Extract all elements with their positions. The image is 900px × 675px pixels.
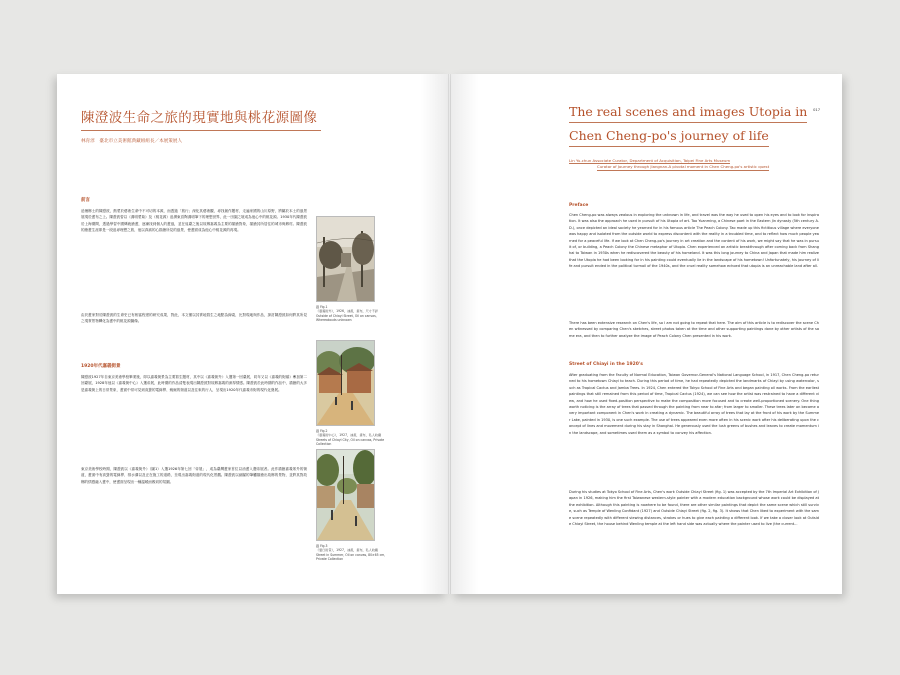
english-section-heading: Street of Chiayi in the 1920's	[569, 362, 643, 367]
page-number: 017	[813, 108, 820, 112]
chinese-paragraph-1: 追懷鄉土的陳澄波，熱愛於藝術生命中不可切的本源，而透過「旅行」深化其藝術觀，尋找創作題材，走遍家國的山川原野，將屬於本土的風景展現於畫布之上。陳澄波曾以《淵明愛菊》及《桃花源》追溯東晉陶淵明筆下的理想世界，此一田園之境成為他心中的桃花源。1930年代陳澄波於上海期間，透過學習中國傳統繪畫，逐漸找到個人的畫風，並在返臺之後以故鄉嘉義為主要的描繪對象，描繪其所居住的城市與鄉村。陳澄波的繪畫生涯即是一段追尋理想之旅，他以真誠的心描繪所見的風景，使畫面成為他心中桃花源的再現。	[81, 209, 307, 233]
english-paragraph-1: Chen Cheng-po was always zealous in exploring the unknown in life, and travel was the way he used to open his eyes and to look for inspiration. It was also the approach he used in pursuit of his Utopia of art. Tao Yuanming, a Chinese poet in the Eastern Jin dynasty (5th century A.D.), once depicted an ideal society he yearned for in his famous article The Peach Colony. Tao made up this fictitious village where everyone was happy and isolated from the outside world to express discontent with the reality in a troubled time, and to reflect how much people yearned for a peaceful life. If we look at Chen Cheng-po's journey in art creation and the content of his work, we might say that he was in pursuit of, or building, a Peach Colony the Chinese metaphor of Utopia. Chen experienced an artistic breakthrough after coming back from Shanghai to Taiwan in 1930s when he rediscovered the beauty of his homeland. It was this long journey to China and Japan that made him realize that the Utopia he had been looking for in his painting could eventually lie in the landscape of his hometown! Unfortunately, his journey of life and pursuit ended in the political turmoil of the 1940s, and the cruel reality somehow echoed that utopia is an unreachable land after all.	[569, 213, 819, 269]
english-title-line-2: Chen Cheng-po's journey of life	[569, 128, 769, 147]
figure-3-caption: 圖 Fig.3 《夏日街景》，1927，油畫，畫布，私人收藏 Street in Summer, Oil on canvas, 80×65 cm, Private Collection	[316, 544, 386, 562]
figure-2-caption: 圖 Fig.2 《嘉義街中心》，1927，油畫，畫布，私人收藏 Streets of Chiayi City, Oil on canvas, Private Collection	[316, 429, 385, 447]
figure-3-image	[317, 450, 374, 540]
chinese-paragraph-3: 陳澄波1927年自東京美術學校畢業後，即以嘉義街景為主要寫生題材，其中以《嘉義街外》入選第一回臺展，同年又以《嘉義的街頭》參加第二回臺展，1928年他以《嘉義街中心》入選帝展，此時期的作品清楚表現出陳澄波對故鄉嘉義的深厚情感。陳澄波於此時期的作品中，描繪的大多是嘉義街上的日常景象，畫面中常可見到高聳的電線桿、蜿蜒的街道以及往來的行人，呈現出1920年代嘉義市街的現代化發展。	[81, 375, 307, 392]
figure-2-image	[317, 341, 374, 425]
chinese-preface-heading: 前言	[81, 198, 90, 203]
figure-1-painting	[316, 216, 375, 302]
english-paragraph-4: During his studies at Tokyo School of Fine Arts, Chen's work Outside Chiayi Street (fig. 1) was accepted by the 7th Imperial Art Exhibition of Japan in 1926, making him the first Taiwanese western-style painter with a modern education background whose work could be displayed at the exhibition. Although this painting is nowhere to be found, there are other similar paintings that depict the same scene which still survive, such as Temple of Wenling Confidant (1927) and Outside Chiayi Street (fig. 2, fig. 3). It shows that Chen liked to experiment with the same scene repeatedly with different viewing distances, strokes or hues to give each painting a different look. If we take a closer look at Outside Chiayi Street, the house behind Wenling temple at the left hand side was actually where the painter used to live (the current...	[569, 490, 819, 527]
english-title-line-1: The real scenes and images Utopia in	[569, 104, 807, 123]
english-article-title	[569, 104, 808, 152]
right-page-english	[451, 74, 842, 594]
chinese-paragraph-2: 由於畫家對於陳澄波的生命史已有相當程度的研究成果，對此，本文僅以其實地寫生之地點為線索，比對現地與作品，探討陳澄波如何將其所見之現實景物轉化為畫中的桃花源圖像。	[81, 313, 307, 324]
english-author-line-1: Lin Yu-chun Associate Curator, Department of Acquisition, Taipei Fine Arts Museum	[569, 158, 731, 163]
figure-1-image	[317, 217, 374, 301]
english-paragraph-2: There has been extensive research on Chen's life, so I am not going to repeat that here. The aim of this article is to rediscover the scene Chen witnessed by comparing Chen's sketches, street photos taken at the time and other supporting paintings done by other artists of the same era, and then to further analyze the image of Peach Colony Chen presented in his work.	[569, 321, 819, 338]
figure-1-caption: 圖 Fig.1 《嘉義街外》，1926，油畫，畫布，尺寸不詳 Outside of Chiayi Street, Oil on canvas, Whereabouts unknown	[316, 305, 379, 323]
chinese-section-heading: 1920年代嘉義街景	[81, 364, 121, 369]
figure-3-painting	[316, 449, 375, 541]
english-paragraph-3: After graduating from the Faculty of Normal Education, Taiwan Governor-General's National Language School, in 1917, Chen Cheng-po returned to his hometown Chiayi to teach. During this period of time, he had repeatedly depicted the landmarks of Chiayi by using watercolor, such as Tropical Cactus and Jamba Trees. In 1924, Chen entered the Tokyo School of Fine Arts and began painting oil works. From the earliest paintings that still remained from this period of time, Tropical Cactus (1924), we can see how the artist was restrained to have a different view, and how he used fixed-position perspective to make the composition more focused and to create well-proportioned scenery. One thing worth noticing is the array of trees that passed through the painting from near to afar; from larger to smaller. These trees later on became a very important component in Chen's work in creating a dynamic. The beautiful array of trees that lay at the front of his work by the Summer Lake, painted in 1930, is one such example. The use of trees appeared even more often in his scenic work after his deliberating upon the concept of lines and movement during his stay in Shanghai. He generously used the lush greens of bushes and leaves to create momentum in the landscape, and sometimes used them as a symbol to convey his affection.	[569, 373, 819, 435]
chinese-paragraph-4: 東京美術學校時期，陳澄波以《嘉義街外》（圖1）入選1926年第七回「帝展」，成為臺灣畫家首位以油畫入選帝展者。此作描繪嘉義郊外的街道，畫面中有高聳的電線桿、排水溝以及正在施工的道路，呈現出嘉義街道的現代化景觀。陳澄波以細膩的筆觸描繪出故鄉的景物，並將其對故鄉的情感融入畫中，使畫面呈現出一種溫暖而親切的氛圍。	[81, 467, 307, 484]
left-page-chinese	[57, 74, 448, 594]
figure-2-painting	[316, 340, 375, 426]
english-author-line-2: Curator of Journey through Jiangnan-A pivotal moment in Chen Cheng-po's artistic quest	[597, 164, 770, 169]
english-author-block	[569, 158, 769, 171]
chinese-author-line: 林育淳 臺北市立美術館典藏組組長／本展策展人	[81, 139, 183, 144]
english-preface-heading: Preface	[569, 203, 589, 208]
chinese-article-title: 陳澄波生命之旅的現實地與桃花源圖像	[81, 106, 321, 131]
